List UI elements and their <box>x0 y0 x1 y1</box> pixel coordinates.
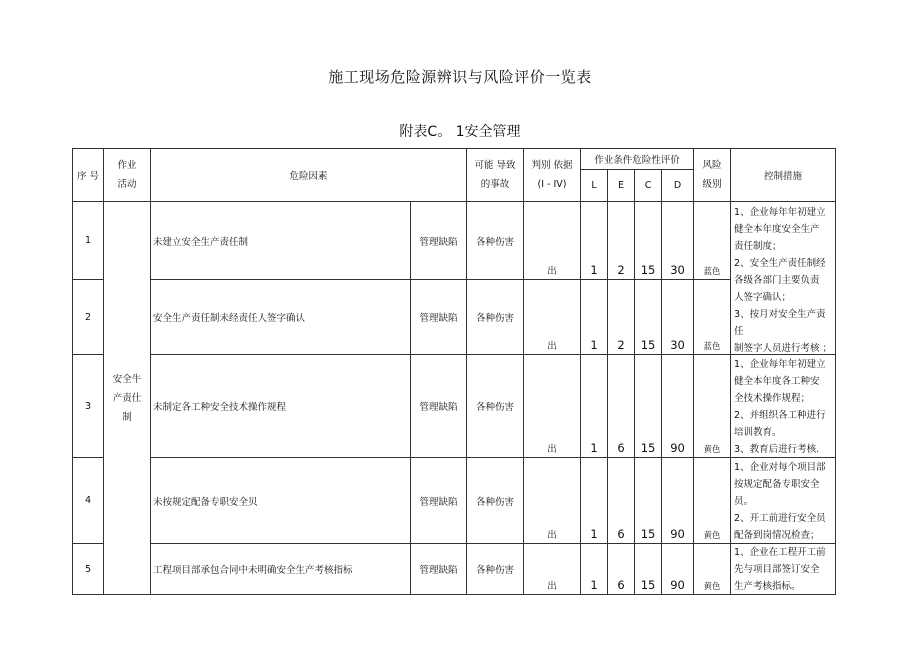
row-d: 30 <box>662 202 694 280</box>
activity-line: 制 <box>122 411 132 423</box>
measure-line: 人签字确认； <box>734 292 792 303</box>
measure-line: 各级各部门主要负责 <box>734 275 820 286</box>
page-title: 施工现场危险源辨识与风险评价一览表 <box>328 68 592 86</box>
header-risk-level <box>694 149 731 202</box>
measure-line: 员。 <box>734 496 754 507</box>
hazard-table <box>72 148 836 595</box>
row-level: 蓝色 <box>694 202 731 280</box>
measure-line: 责任制度； <box>734 241 782 252</box>
measure-line: 1、企业每年年初建立 <box>734 207 826 218</box>
measure-line: 3、按月对安全生产责任 <box>734 309 826 337</box>
row-basis: 出 <box>524 458 581 544</box>
row-d: 90 <box>662 544 694 595</box>
row-level: 黄色 <box>694 544 731 595</box>
row-c: 15 <box>635 280 662 355</box>
table-row <box>73 544 836 595</box>
header-e: E <box>608 170 635 202</box>
measure-line: 2、开工前进行安全员 <box>734 513 826 524</box>
row-basis: 出 <box>524 202 581 280</box>
activity-line: 产责仕 <box>112 392 142 404</box>
row-accident: 各种伤害 <box>467 280 524 355</box>
header-l: L <box>581 170 608 202</box>
row-level: 黄色 <box>694 458 731 544</box>
row-hazard: 未建立安全生产责任制 <box>151 202 411 280</box>
header-activity-b: 活动 <box>117 179 137 190</box>
header-seq-a: 序 <box>76 171 87 182</box>
row-type: 管理缺陷 <box>411 458 467 544</box>
row-no: 5 <box>73 544 104 595</box>
header-basis-b: (I - IV) <box>537 179 567 190</box>
control-measures-cell <box>731 458 836 544</box>
header-risk-b: 级别 <box>702 179 722 190</box>
measure-line: 1、企业在工程开工前 <box>734 547 826 558</box>
header-basis <box>524 149 581 202</box>
activity-line: 安全牛 <box>112 373 142 385</box>
header-hazard: 危险因素 <box>151 149 467 202</box>
measure-line: 健全本年度安全生产 <box>734 224 820 235</box>
row-l: 1 <box>581 544 608 595</box>
header-d: D <box>662 170 694 202</box>
table-subtitle: 附表C。 1安全管理 <box>399 124 521 140</box>
measure-line: 全技术操作规程； <box>734 393 811 404</box>
measure-line: 配备到岗情况检查； <box>734 530 820 541</box>
row-type: 管理缺陷 <box>411 544 467 595</box>
row-c: 15 <box>635 202 662 280</box>
row-e: 6 <box>608 355 635 458</box>
row-basis: 出 <box>524 355 581 458</box>
header-seq-b: 号 <box>89 171 100 182</box>
row-e: 2 <box>608 280 635 355</box>
table-row <box>73 280 836 355</box>
control-measures <box>731 356 835 458</box>
row-l: 1 <box>581 202 608 280</box>
row-hazard: 未制定各工种安全技术操作规程 <box>151 355 411 458</box>
row-l: 1 <box>581 280 608 355</box>
control-measures <box>731 544 835 595</box>
row-d: 90 <box>662 458 694 544</box>
activity-cell <box>104 202 151 595</box>
row-accident: 各种伤害 <box>467 202 524 280</box>
header-basis-a: 判别 依据 <box>531 160 573 171</box>
control-measures <box>731 204 835 357</box>
control-measures-cell <box>731 544 836 595</box>
row-no: 3 <box>73 355 104 458</box>
header-row-1 <box>73 149 836 170</box>
header-accident-a: 可能 导致 <box>474 160 516 171</box>
header-accident-b: 的事故 <box>480 179 510 190</box>
measure-line: 制签字人员进行考核 ； <box>734 343 833 354</box>
row-l: 1 <box>581 355 608 458</box>
row-no: 4 <box>73 458 104 544</box>
measure-line: 1、企业对每个项目部 <box>734 462 826 473</box>
control-measures-cell <box>731 355 836 458</box>
header-activity-a: 作业 <box>117 160 137 171</box>
row-basis: 出 <box>524 544 581 595</box>
header-c: C <box>635 170 662 202</box>
measure-line: 培训教育。 <box>734 427 782 438</box>
row-d: 90 <box>662 355 694 458</box>
header-activity <box>104 149 151 202</box>
table-row <box>73 355 836 458</box>
control-measures <box>731 459 835 544</box>
row-accident: 各种伤害 <box>467 458 524 544</box>
control-measures-cell <box>731 202 836 355</box>
measure-line: 按规定配备专职安全 <box>734 479 820 490</box>
measure-line: 3、教育后进行考核. <box>734 444 820 455</box>
row-level: 黄色 <box>694 355 731 458</box>
row-c: 15 <box>635 544 662 595</box>
measure-line: 健全本年度各工种安 <box>734 376 820 387</box>
row-l: 1 <box>581 458 608 544</box>
row-d: 30 <box>662 280 694 355</box>
row-no: 1 <box>73 202 104 280</box>
row-hazard: 安全生产责任制未经责任人签字确认 <box>151 280 411 355</box>
measure-line: 先与项目部签订安全 <box>734 564 820 575</box>
row-c: 15 <box>635 458 662 544</box>
measure-line: 2、安全生产责任制经 <box>734 258 826 269</box>
header-seq <box>73 149 104 202</box>
table-row <box>73 202 836 280</box>
header-accident <box>467 149 524 202</box>
row-no: 2 <box>73 280 104 355</box>
row-e: 6 <box>608 544 635 595</box>
row-c: 15 <box>635 355 662 458</box>
row-basis: 出 <box>524 280 581 355</box>
row-type: 管理缺陷 <box>411 202 467 280</box>
table-row <box>73 458 836 544</box>
row-e: 2 <box>608 202 635 280</box>
header-evaluation: 作业条件危险性评价 <box>581 149 694 170</box>
row-level: 蓝色 <box>694 280 731 355</box>
row-hazard: 工程项目部承包合同中未明确安全生产考核指标 <box>151 544 411 595</box>
row-type: 管理缺陷 <box>411 280 467 355</box>
measure-line: 2、并组织各工种进行 <box>734 410 826 421</box>
header-control: 控制措施 <box>731 149 836 202</box>
row-type: 管理缺陷 <box>411 355 467 458</box>
row-accident: 各种伤害 <box>467 544 524 595</box>
measure-line: 生产考核指标。 <box>734 581 801 592</box>
row-accident: 各种伤害 <box>467 355 524 458</box>
measure-line: 1、企业每年年初建立 <box>734 359 826 370</box>
row-hazard: 未按规定配备专职安全贝 <box>151 458 411 544</box>
row-e: 6 <box>608 458 635 544</box>
header-risk-a: 风险 <box>702 160 722 171</box>
